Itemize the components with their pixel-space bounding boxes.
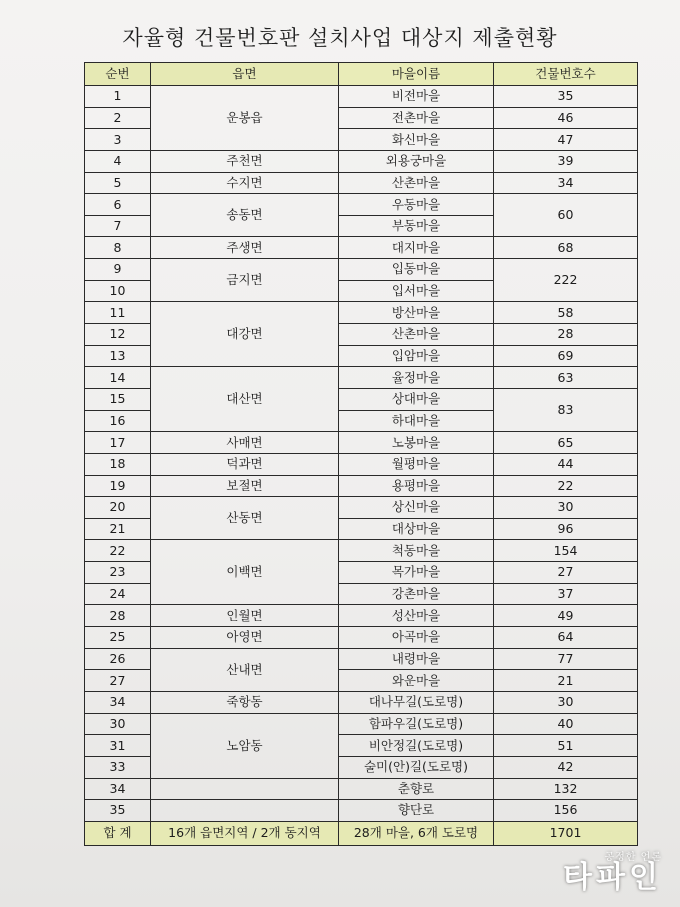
row-count: 44 (494, 453, 638, 475)
row-village: 전촌마을 (339, 107, 494, 129)
table-header-row (85, 63, 638, 86)
row-count: 222 (494, 259, 638, 302)
table-row (85, 475, 638, 497)
row-count: 64 (494, 627, 638, 649)
row-count: 60 (494, 194, 638, 237)
row-town: 덕과면 (151, 453, 339, 475)
total-row (85, 821, 638, 845)
header-count: 건물번호수 (494, 63, 638, 86)
row-no: 18 (85, 453, 151, 475)
row-no: 6 (85, 194, 151, 216)
row-no: 22 (85, 540, 151, 562)
row-no: 16 (85, 410, 151, 432)
row-village: 척동마을 (339, 540, 494, 562)
row-town: 인월면 (151, 605, 339, 627)
row-count: 21 (494, 670, 638, 692)
row-no: 14 (85, 367, 151, 389)
row-village: 우동마을 (339, 194, 494, 216)
row-no: 20 (85, 497, 151, 519)
row-no: 19 (85, 475, 151, 497)
row-town: 사매면 (151, 432, 339, 454)
total-label: 합 계 (85, 821, 151, 845)
row-village: 내령마을 (339, 648, 494, 670)
header-no: 순번 (85, 63, 151, 86)
row-village: 향단로 (339, 800, 494, 822)
row-town: 주천면 (151, 150, 339, 172)
row-no: 24 (85, 583, 151, 605)
row-village: 비안정길(도로명) (339, 735, 494, 757)
watermark-tagline: 공정한 언론 (604, 852, 662, 863)
row-town: 죽항동 (151, 691, 339, 713)
row-count: 34 (494, 172, 638, 194)
row-count: 51 (494, 735, 638, 757)
row-village: 술미(안)길(도로명) (339, 756, 494, 778)
data-table (84, 62, 638, 846)
row-town: 이백면 (151, 540, 339, 605)
row-count: 42 (494, 756, 638, 778)
row-no: 25 (85, 627, 151, 649)
row-no: 35 (85, 800, 151, 822)
row-count: 96 (494, 518, 638, 540)
table-row (85, 627, 638, 649)
row-village: 강촌마을 (339, 583, 494, 605)
table-row (85, 648, 638, 670)
watermark-brand: 타파인 (563, 860, 662, 895)
row-no: 3 (85, 129, 151, 151)
row-count: 39 (494, 150, 638, 172)
row-no: 5 (85, 172, 151, 194)
row-village: 대지마을 (339, 237, 494, 259)
row-town: 대산면 (151, 367, 339, 432)
table-row (85, 713, 638, 735)
row-town (151, 800, 339, 822)
row-village: 월평마을 (339, 453, 494, 475)
row-no: 30 (85, 713, 151, 735)
table-row (85, 691, 638, 713)
row-no: 31 (85, 735, 151, 757)
table-row (85, 540, 638, 562)
row-no: 21 (85, 518, 151, 540)
row-count: 77 (494, 648, 638, 670)
row-town: 운봉읍 (151, 86, 339, 151)
table-row (85, 194, 638, 216)
row-village: 함파우길(도로명) (339, 713, 494, 735)
row-town: 아영면 (151, 627, 339, 649)
row-village: 상대마을 (339, 388, 494, 410)
row-village: 방산마을 (339, 302, 494, 324)
header-village: 마을이름 (339, 63, 494, 86)
row-count: 28 (494, 324, 638, 346)
row-no: 11 (85, 302, 151, 324)
row-town: 수지면 (151, 172, 339, 194)
row-count: 30 (494, 691, 638, 713)
row-town: 대강면 (151, 302, 339, 367)
row-count: 46 (494, 107, 638, 129)
row-town: 산동면 (151, 497, 339, 540)
table-row (85, 150, 638, 172)
row-no: 1 (85, 86, 151, 108)
row-village: 하대마을 (339, 410, 494, 432)
row-village: 노봉마을 (339, 432, 494, 454)
total-count: 1701 (494, 821, 638, 845)
row-count: 132 (494, 778, 638, 800)
row-no: 17 (85, 432, 151, 454)
row-no: 10 (85, 280, 151, 302)
row-no: 34 (85, 691, 151, 713)
row-no: 4 (85, 150, 151, 172)
table-row (85, 86, 638, 108)
row-count: 156 (494, 800, 638, 822)
row-village: 성산마을 (339, 605, 494, 627)
row-no: 13 (85, 345, 151, 367)
row-count: 35 (494, 86, 638, 108)
row-village: 대상마을 (339, 518, 494, 540)
table-row (85, 367, 638, 389)
row-village: 용평마을 (339, 475, 494, 497)
row-town: 노암동 (151, 713, 339, 778)
row-town: 산내면 (151, 648, 339, 691)
table-row (85, 778, 638, 800)
table-row (85, 172, 638, 194)
row-village: 산촌마을 (339, 324, 494, 346)
table-row (85, 605, 638, 627)
row-village: 대나무길(도로명) (339, 691, 494, 713)
row-town: 금지면 (151, 259, 339, 302)
document-title: 자율형 건물번호판 설치사업 대상지 제출현황 (122, 26, 558, 50)
row-town (151, 778, 339, 800)
row-count: 49 (494, 605, 638, 627)
row-town: 송동면 (151, 194, 339, 237)
row-village: 와운마을 (339, 670, 494, 692)
row-count: 68 (494, 237, 638, 259)
row-count: 83 (494, 388, 638, 431)
row-town: 보절면 (151, 475, 339, 497)
row-village: 입암마을 (339, 345, 494, 367)
row-village: 아곡마을 (339, 627, 494, 649)
row-village: 산촌마을 (339, 172, 494, 194)
row-count: 65 (494, 432, 638, 454)
row-count: 30 (494, 497, 638, 519)
row-village: 부동마을 (339, 215, 494, 237)
header-town: 읍면 (151, 63, 339, 86)
total-village: 28개 마을, 6개 도로명 (339, 821, 494, 845)
row-village: 목가마을 (339, 562, 494, 584)
row-village: 외용궁마을 (339, 150, 494, 172)
row-count: 37 (494, 583, 638, 605)
table-row (85, 237, 638, 259)
row-no: 26 (85, 648, 151, 670)
row-count: 27 (494, 562, 638, 584)
total-town: 16개 읍면지역 / 2개 동지역 (151, 821, 339, 845)
row-no: 23 (85, 562, 151, 584)
row-no: 9 (85, 259, 151, 281)
row-no: 2 (85, 107, 151, 129)
row-count: 154 (494, 540, 638, 562)
row-no: 12 (85, 324, 151, 346)
row-count: 40 (494, 713, 638, 735)
row-village: 입동마을 (339, 259, 494, 281)
row-village: 비전마을 (339, 86, 494, 108)
row-count: 63 (494, 367, 638, 389)
row-town: 주생면 (151, 237, 339, 259)
row-no: 15 (85, 388, 151, 410)
row-village: 율정마을 (339, 367, 494, 389)
table-row (85, 302, 638, 324)
watermark-logo (563, 848, 662, 893)
row-no: 34 (85, 778, 151, 800)
row-count: 22 (494, 475, 638, 497)
table-row (85, 259, 638, 281)
table-row (85, 453, 638, 475)
row-no: 8 (85, 237, 151, 259)
row-count: 69 (494, 345, 638, 367)
table-row (85, 800, 638, 822)
row-no: 33 (85, 756, 151, 778)
row-no: 28 (85, 605, 151, 627)
table-row (85, 432, 638, 454)
row-village: 춘향로 (339, 778, 494, 800)
row-village: 입서마을 (339, 280, 494, 302)
row-count: 47 (494, 129, 638, 151)
row-count: 58 (494, 302, 638, 324)
row-no: 27 (85, 670, 151, 692)
row-no: 7 (85, 215, 151, 237)
table-row (85, 497, 638, 519)
row-village: 화신마을 (339, 129, 494, 151)
row-village: 상신마을 (339, 497, 494, 519)
